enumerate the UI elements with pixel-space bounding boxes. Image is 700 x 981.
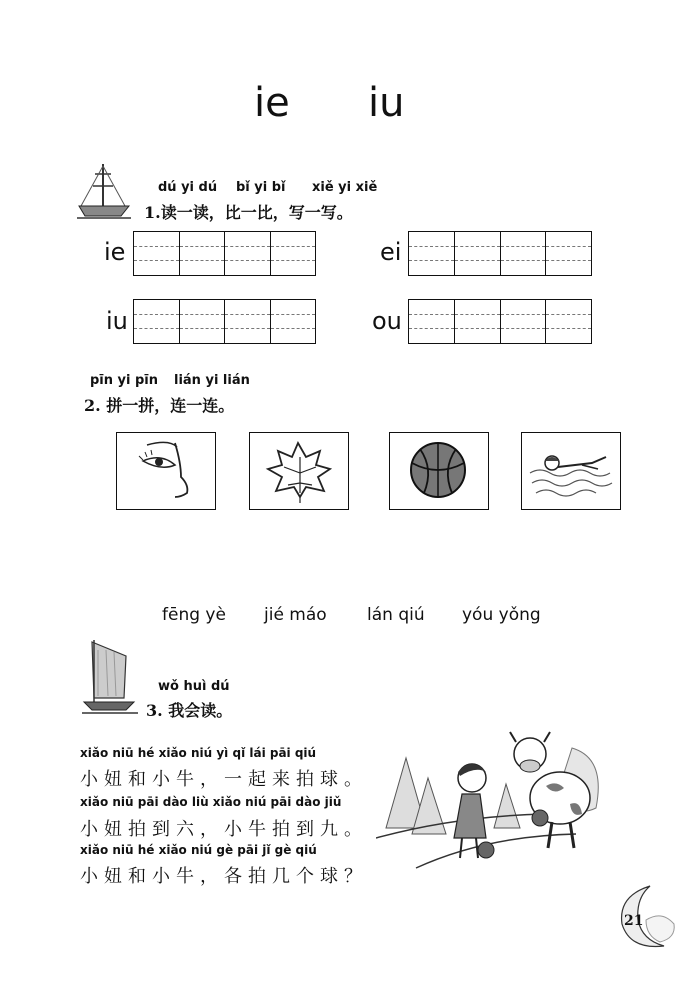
picture-basketball[interactable] xyxy=(389,432,489,510)
poem-line-2: 小妞拍到六，小牛拍到九。 xyxy=(80,819,368,840)
writing-grid-ou[interactable] xyxy=(408,299,592,344)
maple-leaf-icon xyxy=(250,433,347,508)
poem-pinyin-3: xiǎo niū hé xiǎo niú gè pāi jǐ gè qiú xyxy=(80,843,317,857)
picture-leaf[interactable] xyxy=(249,432,349,510)
title-iu: iu xyxy=(368,80,405,126)
writing-grid-iu[interactable] xyxy=(133,299,316,344)
writing-grid-ei[interactable] xyxy=(408,231,592,276)
picture-swimming[interactable] xyxy=(521,432,621,510)
word-fengye[interactable]: fēng yè xyxy=(162,605,226,625)
pinyin-pinyipin: pīn yi pīn xyxy=(90,373,159,388)
row-label-ei: ei xyxy=(380,238,402,266)
swimmer-icon xyxy=(522,433,619,508)
pinyin-wohuidu: wǒ huì dú xyxy=(158,679,230,694)
girl-and-calf-illustration xyxy=(376,718,616,878)
basketball-icon xyxy=(390,433,487,508)
instruction-1: 1.读一读，比一比，写一写。 xyxy=(144,203,353,222)
picture-eyelash[interactable] xyxy=(116,432,216,510)
word-youyong[interactable]: yóu yǒng xyxy=(462,605,541,625)
poem-pinyin-2: xiǎo niū pāi dào liù xiǎo niú pāi dào jiǔ xyxy=(80,795,342,809)
writing-grid-ie[interactable] xyxy=(133,231,316,276)
moon-icon xyxy=(612,880,682,954)
poem-pinyin-1: xiǎo niū hé xiǎo niú yì qǐ lái pāi qiú xyxy=(80,746,317,760)
pinyin-biyibi: bǐ yi bǐ xyxy=(236,180,286,195)
row-label-ou: ou xyxy=(372,307,402,335)
page-number: 21 xyxy=(624,913,644,929)
row-label-ie: ie xyxy=(104,238,126,266)
title-ie: ie xyxy=(254,80,290,126)
pinyin-duyidu: dú yi dú xyxy=(158,180,218,195)
instruction-3: 3. 我会读。 xyxy=(146,701,233,720)
sailboat-icon-2 xyxy=(80,636,140,718)
eye-face-icon xyxy=(117,433,214,508)
sailboat-icon xyxy=(75,160,133,222)
instruction-2: 2. 拼一拼，连一连。 xyxy=(84,396,235,415)
poem-line-3: 小妞和小牛，各拍几个球？ xyxy=(80,866,368,887)
poem-line-1: 小妞和小牛，一起来拍球。 xyxy=(80,769,368,790)
row-label-iu: iu xyxy=(106,307,128,335)
pinyin-xieyixie: xiě yi xiě xyxy=(312,180,378,195)
word-lanqiu[interactable]: lán qiú xyxy=(367,605,425,625)
word-jiemao[interactable]: jié máo xyxy=(264,605,327,625)
pinyin-lianyilian: lián yi lián xyxy=(174,373,250,388)
